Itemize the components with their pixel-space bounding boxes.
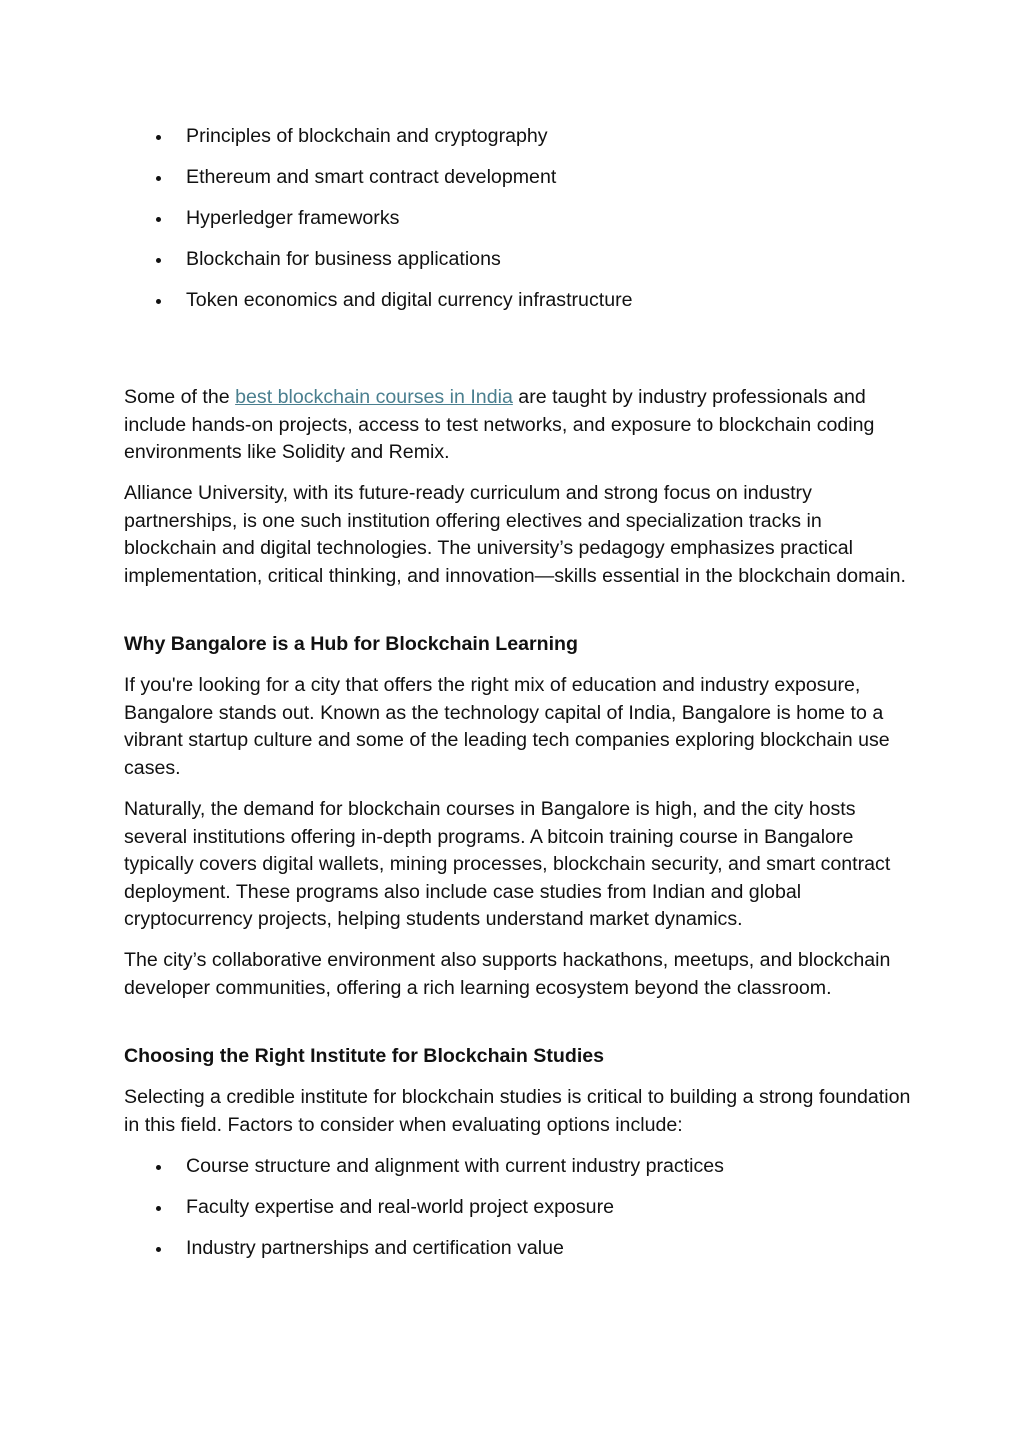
bullet-icon [156, 176, 161, 181]
list-item: Faculty expertise and real-world project exposure [0, 1194, 724, 1235]
paragraph-environment: The city’s collaborative environment also supports hackathons, meetups, and blockchain developer communities, offering a rich learning ecosystem beyond the classroom. [124, 949, 891, 999]
list-item: Course structure and alignment with current industry practices [0, 1153, 724, 1194]
best-blockchain-courses-link[interactable]: best blockchain courses in India [235, 386, 513, 408]
heading-bangalore-hub: Why Bangalore is a Hub for Blockchain Learning [124, 633, 578, 655]
paragraph-selecting: Selecting a credible institute for blockchain studies is critical to building a strong foundation in this field. Factors to consider when evaluating options include: [124, 1086, 911, 1136]
heading-choosing-institute: Choosing the Right Institute for Blockchain Studies [124, 1045, 605, 1067]
bullet-icon [156, 1247, 161, 1252]
list-item: Ethereum and smart contract development [0, 164, 633, 205]
paragraph-city: If you're looking for a city that offers the right mix of education and industry exposure, Bangalore stands out. Known as the technology capital of India, Bangalore is home to a vibrant startup culture and some of the leading tech companies exploring blockchain use cases. [124, 674, 890, 779]
list-item: Principles of blockchain and cryptography [0, 123, 633, 164]
bullet-icon [156, 217, 161, 222]
bullet-icon [156, 1165, 161, 1170]
paragraph-alliance: Alliance University, with its future-ready curriculum and strong focus on industry partnerships, is one such institution offering electives and specialization tracks in blockchain and digital technologies. The university’s pedagogy emphasizes practical implementation, critical thinking, and innovation—skills essential in the blockchain domain. [124, 482, 906, 587]
list-item: Token economics and digital currency infrastructure [0, 287, 633, 328]
paragraph-demand: Naturally, the demand for blockchain courses in Bangalore is high, and the city hosts several institutions offering in-depth programs. A bitcoin training course in Bangalore typically covers digital wallets, mining processes, blockchain security, and smart contract deployment. These programs also include case studies from Indian and global cryptocurrency projects, helping students understand market dynamics. [124, 798, 891, 930]
list-item: Blockchain for business applications [0, 246, 633, 287]
factors-list [0, 1153, 724, 1276]
list-item: Industry partnerships and certification value [0, 1235, 724, 1276]
bullet-icon [156, 258, 161, 263]
bullet-icon [156, 135, 161, 140]
bullet-icon [156, 299, 161, 304]
paragraph-courses: Some of the best blockchain courses in India are taught by industry professionals and include hands-on projects, access to test networks, and exposure to blockchain coding environments like Solidity and Remix. [124, 386, 875, 463]
bullet-icon [156, 1206, 161, 1211]
list-item: Hyperledger frameworks [0, 205, 633, 246]
topics-list [0, 123, 633, 328]
